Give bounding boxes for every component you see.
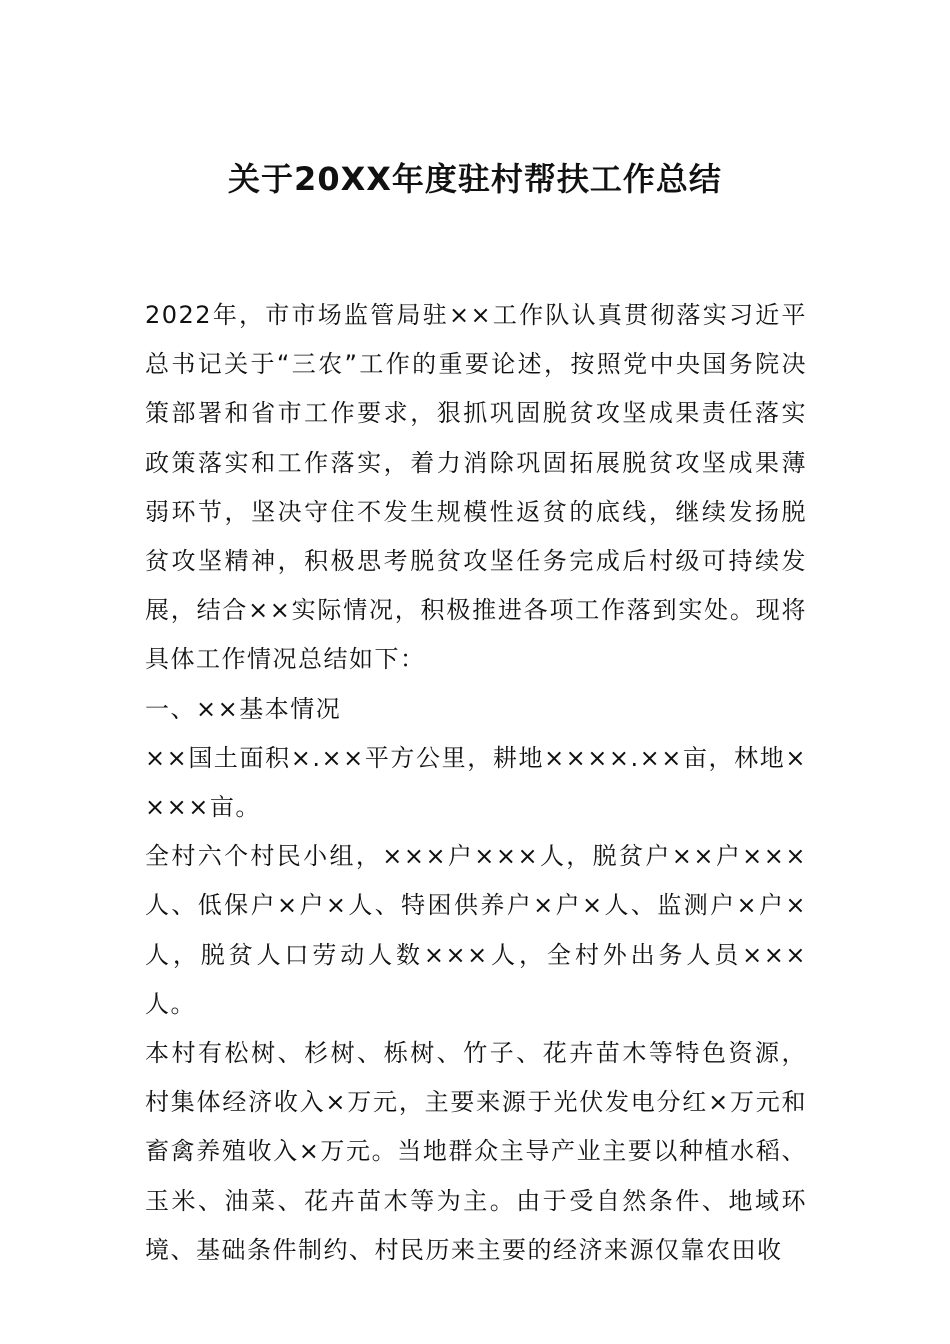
intro-paragraph: 2022年，市市场监管局驻××工作队认真贯彻落实习近平总书记关于“三农”工作的重要论述，按照党中央国务院决策部署和省市工作要求，狠抓巩固脱贫攻坚成果责任落实政策落实和工作落实，着力消除巩固拓展脱贫攻坚成果薄弱环节，坚决守住不发生规模性返贫的底线，继续发扬脱贫攻坚精神，积极思考脱贫攻坚任务完成后村级可持续发展，结合××实际情况，积极推进各项工作落到实处。现将具体工作情况总结如下： <box>145 301 807 674</box>
section-heading-basic-info: 一、××基本情况 <box>145 694 342 723</box>
document-title: 关于20XX年度驻村帮扶工作总结 <box>228 160 722 198</box>
document-body <box>145 291 807 1275</box>
land-area-paragraph: ××国土面积×.××平方公里，耕地××××.××亩，林地××××亩。 <box>145 743 807 822</box>
population-paragraph: 全村六个村民小组，×××户×××人，脱贫户××户×××人、低保户×户×人、特困供养户×户×人、监测户×户×人，脱贫人口劳动人数×××人，全村外出务人员×××人。 <box>145 842 807 1018</box>
resources-paragraph: 本村有松树、杉树、栎树、竹子、花卉苗木等特色资源，村集体经济收入×万元，主要来源于光伏发电分红×万元和畜禽养殖收入×万元。当地群众主导产业主要以种植水稻、玉米、油菜、花卉苗木等为主。由于受自然条件、地域环境、基础条件制约、村民历来主要的经济来源仅靠农田收 <box>145 1039 807 1264</box>
